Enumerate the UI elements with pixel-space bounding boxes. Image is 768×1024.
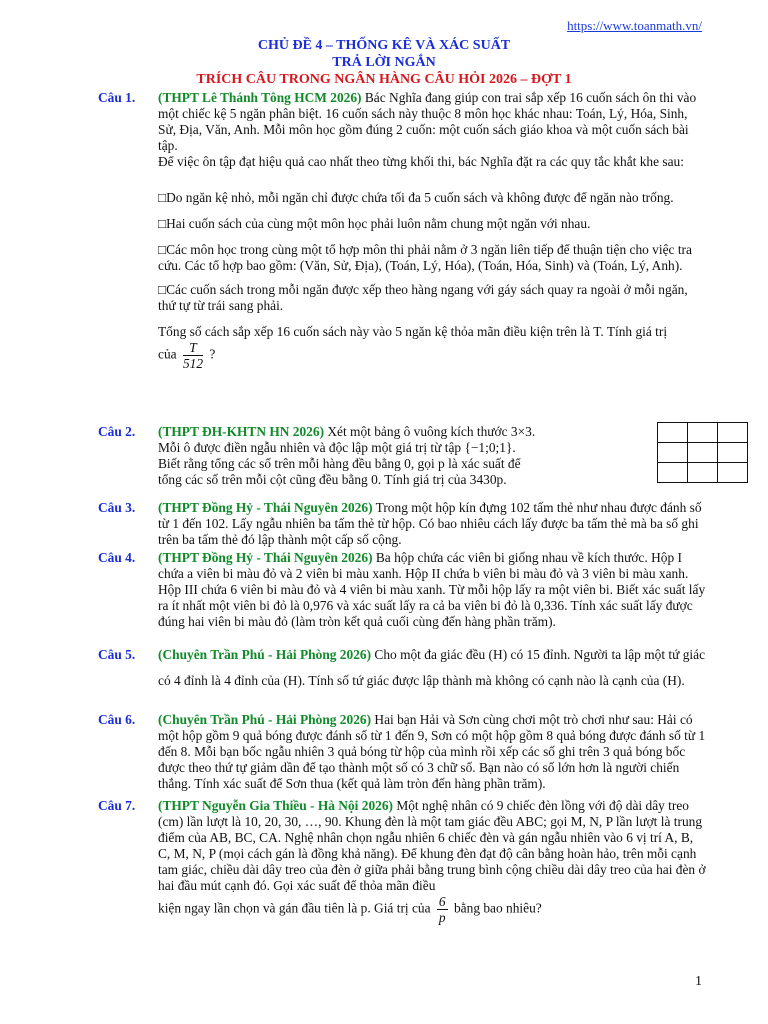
question-source: (THPT ĐH-KHTN HN 2026) (158, 424, 325, 439)
question-text: Trong một hộp kín đựng 102 tấm thẻ như nhau được đánh số từ 1 đến 102. Lấy ngẫu nhiên ba tấm thẻ từ hộp. Có bao nhiêu cách lấy được ba tấm thẻ mà ba số ghi trên ba tấm thẻ đó lập thành một cấp số cộng. (158, 500, 702, 547)
fraction: $\frac{6}{p}$ (438, 894, 446, 925)
question-text: Xét một bảng ô vuông kích thước 3×3. Mỗi ô được điền ngẫu nhiên và độc lập một giá trị từ tập {−1;0;1}. Biết rằng tổng các số trên mỗi hàng đều bằng 0, gọi p là xác suất để tổng các số trên mỗi cột cũng đều bằng 0. Tính giá trị của 3430p. (158, 424, 536, 487)
question-text: Bác Nghĩa đang giúp con trai sắp xếp 16 cuốn sách ôn thi vào một chiếc kệ 5 ngăn phân biệt. 16 cuốn sách này thuộc 8 môn học khác nhau: Toán, Lý, Hóa, Sinh, Sử, Địa, Văn, Anh. Mỗi môn học gồm đúng 2 cuốn: một cuốn sách giáo khoa và một cuốn sách bài tập. (158, 90, 697, 153)
question-number: Câu 1. (98, 90, 136, 105)
question-number: Câu 3. (98, 500, 136, 515)
question-paragraph: Tổng số cách sắp xếp 16 cuốn sách này vào 5 ngăn kệ thỏa mãn điều kiện trên là T. Tính giá trị (158, 324, 668, 339)
website-link[interactable]: https://www.toanmath.vn/ (567, 18, 702, 33)
question-paragraph: kiện ngay lần chọn và gán đầu tiên là p. Giá trị của $\frac{6}{p}$ bằng bao nhiêu? (158, 894, 542, 925)
question-source: (THPT Đồng Hỷ - Thái Nguyên 2026) (158, 500, 373, 515)
question-number: Câu 4. (98, 550, 136, 565)
question-source: (THPT Đồng Hỷ - Thái Nguyên 2026) (158, 550, 373, 565)
question-source: (Chuyên Trần Phú - Hải Phòng 2026) (158, 647, 372, 662)
question-number: Câu 2. (98, 424, 136, 439)
question-paragraph: Để việc ôn tập đạt hiệu quả cao nhất theo từng khối thi, bác Nghĩa đặt ra các quy tắc khắt khe sau: (158, 154, 684, 169)
question-number: Câu 7. (98, 798, 136, 813)
rule-item: □Các cuốn sách trong mỗi ngăn được xếp theo hàng ngang với gáy sách quay ra ngoài ở mỗi ngăn, thứ tự từ trái sang phải. (158, 282, 688, 313)
question-source: (Chuyên Trần Phú - Hải Phòng 2026) (158, 712, 372, 727)
chapter-title: CHỦ ĐỀ 4 – THỐNG KÊ VÀ XÁC SUẤT (257, 38, 511, 53)
question-number: Câu 6. (98, 712, 136, 727)
question-number: Câu 5. (98, 647, 136, 662)
question-text: Ba hộp chứa các viên bi giống nhau về kích thước. Hộp I chứa a viên bi màu đỏ và 2 viên bi màu xanh. Hộp II chứa b viên bi màu đỏ và 3 viên bi màu xanh. Hộp III chứa 6 viên bi màu đỏ và 4 viên bi màu xanh. Từ mỗi hộp lấy ra một viên bi. Biết xác suất lấy ra ít nhất một viên bi đỏ là 0,976 và xác suất lấy ra cả ba viên bi đỏ là 0,336. Tính xác suất lấy được đúng hai viên bi màu đỏ (làm tròn kết quả cuối cùng đến hàng phần trăm). (158, 550, 706, 629)
question-text: Hai bạn Hải và Sơn cùng chơi một trò chơi như sau: Hải có một hộp gồm 9 quả bóng được đánh số từ 1 đến 9, Sơn có một hộp gồm 8 quả bóng được đánh số từ 1 đến 8. Mỗi bạn bốc ngẫu nhiên 3 quả bóng từ hộp của mình rồi xếp các số ghi trên 3 quả bóng bốc được theo thứ tự giảm dần để tạo thành một số có 3 chữ số. Bạn nào có số lớn hơn là người chiến thắng. Tính xác suất để Sơn thua (kết quả làm tròn đến hàng phần trăm). (158, 712, 706, 791)
rule-item: □Do ngăn kệ nhỏ, mỗi ngăn chỉ được chứa tối đa 5 cuốn sách và không được để ngăn nào trống. (158, 190, 674, 205)
fraction: $\frac{T}{512}$ (182, 340, 204, 371)
question-paragraph: của $\frac{T}{512}$ ? (158, 340, 216, 371)
grid-3x3 (657, 422, 748, 483)
question-bank-title: TRÍCH CÂU TRONG NGÂN HÀNG CÂU HỎI 2026 – ĐỢT 1 (196, 72, 572, 87)
question-text: Một nghệ nhân có 9 chiếc đèn lồng với độ dài dây treo (cm) lần lượt là 10, 20, 30, …, 90. Khung đèn là một tam giác đều ABC; gọi M, N, P lần lượt là trung điểm của AB, BC, CA. Nghệ nhân chọn ngẫu nhiên 6 chiếc đèn và gán ngẫu nhiên vào 6 vị trí A, B, C, M, N, P (mọi cách gán là đồng khả năng). Để khung đèn đạt độ cân bằng hoàn hảo, trên mỗi cạnh tam giác, chiều dài dây treo của đèn ở giữa phải bằng trung bình cộng chiều dài dây treo của hai đèn ở hai đầu mút cạnh đó. Gọi xác suất để thỏa mãn điều (158, 798, 706, 893)
rule-item: □Hai cuốn sách của cùng một môn học phải luôn nằm chung một ngăn với nhau. (158, 216, 591, 231)
question-text: Cho một đa giác đều (H) có 15 đỉnh. Người ta lập một tứ giác có 4 đỉnh là 4 đỉnh của (H). Tính số tứ giác được lập thành mà không có cạnh nào là cạnh của (H). (158, 647, 706, 688)
chapter-subtitle: TRẢ LỜI NGẮN (332, 55, 436, 70)
page-number: 1 (695, 974, 702, 989)
rule-item: □Các môn học trong cùng một tổ hợp môn thi phải nằm ở 3 ngăn liên tiếp để thuận tiện cho việc tra cứu. Các tổ hợp bao gồm: (Văn, Sử, Địa), (Toán, Lý, Hóa), (Toán, Hóa, Sinh) và (Toán, Lý, Anh). (158, 242, 692, 273)
question-source: (THPT Nguyễn Gia Thiều - Hà Nội 2026) (158, 798, 393, 813)
question-source: (THPT Lê Thánh Tông HCM 2026) (158, 90, 362, 105)
